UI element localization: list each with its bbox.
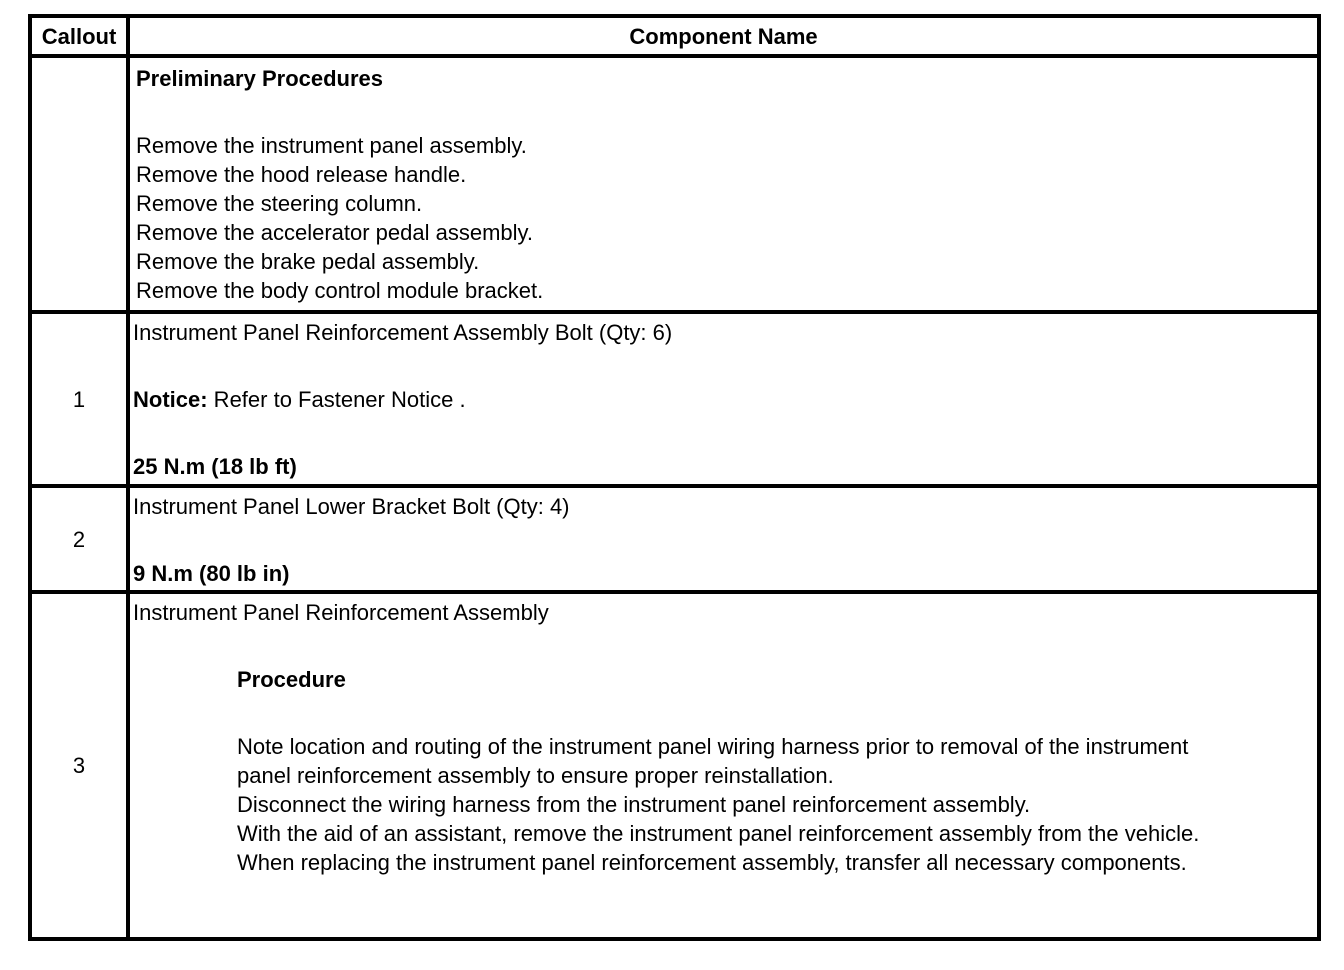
callout-number: 3 bbox=[30, 592, 128, 939]
component-name: Instrument Panel Reinforcement Assembly Bolt (Qty: 6) bbox=[133, 320, 673, 345]
preliminary-callout-cell bbox=[30, 56, 128, 312]
callout-number: 2 bbox=[30, 486, 128, 592]
notice-label: Notice: bbox=[133, 387, 208, 412]
notice-line bbox=[133, 385, 1317, 414]
procedure-step: Note location and routing of the instrument panel wiring harness prior to removal of the instrument panel reinforcement assembly to ensure proper reinstallation. bbox=[237, 734, 1189, 788]
component-cell bbox=[128, 486, 1319, 592]
component-name-header: Component Name bbox=[128, 16, 1319, 56]
procedure-title: Procedure bbox=[237, 667, 346, 692]
preliminary-title: Preliminary Procedures bbox=[136, 66, 384, 91]
preliminary-step: Remove the steering column. bbox=[136, 191, 423, 216]
preliminary-step: Remove the accelerator pedal assembly. bbox=[136, 220, 534, 245]
component-cell bbox=[128, 592, 1319, 939]
table-row bbox=[30, 592, 1319, 939]
notice-text: Refer to Fastener Notice . bbox=[207, 387, 466, 412]
procedure-block bbox=[133, 665, 1317, 877]
torque-spec: 25 N.m (18 lb ft) bbox=[133, 454, 297, 479]
table-row bbox=[30, 312, 1319, 486]
table-row bbox=[30, 486, 1319, 592]
preliminary-step: Remove the body control module bracket. bbox=[136, 278, 544, 303]
component-cell bbox=[128, 312, 1319, 486]
procedure-step: When replacing the instrument panel reinforcement assembly, transfer all necessary components. bbox=[237, 850, 1187, 875]
preliminary-row bbox=[30, 56, 1319, 312]
preliminary-step: Remove the instrument panel assembly. bbox=[136, 133, 527, 158]
preliminary-cell bbox=[128, 56, 1319, 312]
table-header-row bbox=[30, 16, 1319, 56]
callout-number: 1 bbox=[30, 312, 128, 486]
component-name: Instrument Panel Lower Bracket Bolt (Qty: 4) bbox=[133, 494, 570, 519]
procedure-step: With the aid of an assistant, remove the instrument panel reinforcement assembly from the vehicle. bbox=[237, 821, 1200, 846]
component-name: Instrument Panel Reinforcement Assembly bbox=[133, 600, 549, 625]
preliminary-step: Remove the brake pedal assembly. bbox=[136, 249, 480, 274]
callout-header: Callout bbox=[30, 16, 128, 56]
preliminary-step: Remove the hood release handle. bbox=[136, 162, 467, 187]
procedure-step: Disconnect the wiring harness from the instrument panel reinforcement assembly. bbox=[237, 792, 1031, 817]
procedure-table bbox=[28, 14, 1321, 941]
torque-spec: 9 N.m (80 lb in) bbox=[133, 561, 290, 586]
